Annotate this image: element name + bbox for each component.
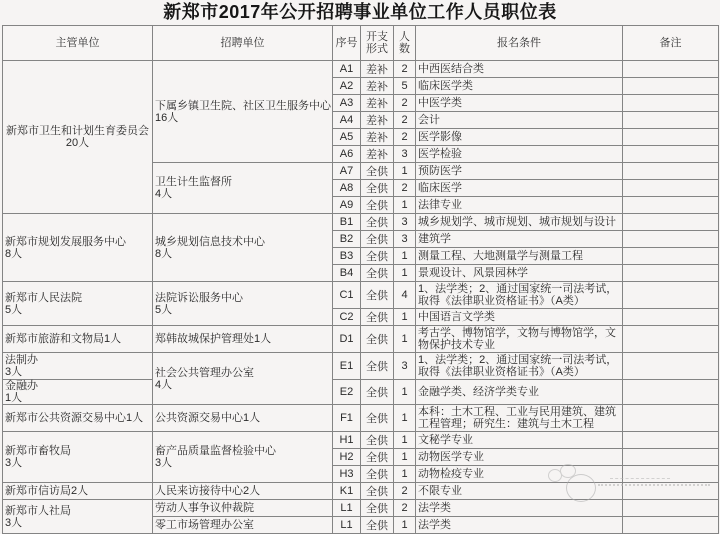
supervising-unit-cell-line: 新郑市规划发展服务中心 <box>5 235 126 248</box>
remark-cell <box>623 500 719 517</box>
supervising-unit-cell-line: 1人 <box>5 392 23 404</box>
expenditure-form-cell: 全供 <box>361 248 394 265</box>
requirement-cell: 考古学、博物馆学，文物与博物馆学，文物保护技术专业 <box>416 326 623 353</box>
remark-cell <box>623 432 719 449</box>
remark-cell <box>623 197 719 214</box>
table-row <box>3 500 719 517</box>
table-row <box>3 326 719 353</box>
requirement-cell: 临床医学 <box>416 180 623 197</box>
remark-cell <box>623 265 719 282</box>
headcount-cell: 2 <box>394 180 416 197</box>
requirement-cell: 动物医学专业 <box>416 449 623 466</box>
supervising-unit-cell <box>3 353 153 380</box>
expenditure-form-cell: 全供 <box>361 380 394 405</box>
headcount-cell: 2 <box>394 95 416 112</box>
requirement-cell: 建筑学 <box>416 231 623 248</box>
headcount-cell: 1 <box>394 405 416 432</box>
remark-cell <box>623 180 719 197</box>
headcount-cell: 1 <box>394 163 416 180</box>
expenditure-form-cell: 全供 <box>361 449 394 466</box>
requirement-cell: 医学检验 <box>416 146 623 163</box>
expenditure-form-cell: 全供 <box>361 163 394 180</box>
remark-cell <box>623 214 719 231</box>
serial-number-cell: H2 <box>333 449 361 466</box>
headcount-cell: 3 <box>394 231 416 248</box>
requirement-cell: 临床医学类 <box>416 78 623 95</box>
remark-cell <box>623 146 719 163</box>
expenditure-form-cell: 全供 <box>361 500 394 517</box>
recruiting-unit-cell <box>153 282 333 326</box>
headcount-cell: 2 <box>394 112 416 129</box>
expenditure-form-cell: 全供 <box>361 517 394 534</box>
headcount-cell: 1 <box>394 517 416 534</box>
remark-cell <box>623 282 719 309</box>
expenditure-form-cell: 差补 <box>361 95 394 112</box>
serial-number-cell: H1 <box>333 432 361 449</box>
recruiting-unit-cell-line: 8人 <box>155 247 173 260</box>
table-row <box>3 214 719 231</box>
serial-number-cell: K1 <box>333 483 361 500</box>
col-remarks: 备注 <box>623 26 719 61</box>
col-headcount: 人数 <box>394 26 416 61</box>
requirement-cell: 1、法学类；2、通过国家统一司法考试，取得《法律职业资格证书》（A类） <box>416 282 623 309</box>
table-row <box>3 282 719 309</box>
headcount-cell: 3 <box>394 353 416 380</box>
serial-number-cell: D1 <box>333 326 361 353</box>
expenditure-form-cell: 全供 <box>361 180 394 197</box>
expenditure-form-cell: 全供 <box>361 405 394 432</box>
supervising-unit-cell-line: 新郑市卫生和计划生育委员会 <box>6 125 149 137</box>
supervising-unit-cell-line: 新郑市信访局2人 <box>5 485 89 497</box>
recruiting-unit-cell-line: 16人 <box>155 111 179 124</box>
serial-number-cell: A8 <box>333 180 361 197</box>
supervising-unit-cell <box>3 214 153 282</box>
remark-cell <box>623 95 719 112</box>
recruiting-unit-cell <box>153 517 333 534</box>
recruiting-unit-cell <box>153 500 333 517</box>
requirement-cell: 预防医学 <box>416 163 623 180</box>
headcount-cell: 2 <box>394 129 416 146</box>
supervising-unit-cell-line: 新郑市畜牧局 <box>5 445 71 457</box>
recruiting-unit-cell-line: 5人 <box>155 303 173 316</box>
recruiting-unit-cell-line: 郑韩故城保护管理处1人 <box>155 333 272 345</box>
supervising-unit-cell-line: 新郑市人民法院 <box>5 291 82 304</box>
recruiting-unit-cell-line: 法院诉讼服务中心 <box>155 291 243 304</box>
requirement-cell: 法律专业 <box>416 197 623 214</box>
requirement-cell: 会计 <box>416 112 623 129</box>
headcount-cell: 4 <box>394 282 416 309</box>
remark-cell <box>623 517 719 534</box>
remark-cell <box>623 231 719 248</box>
headcount-cell: 5 <box>394 78 416 95</box>
recruiting-unit-cell-line: 3人 <box>155 457 173 469</box>
serial-number-cell: B4 <box>333 265 361 282</box>
headcount-cell: 1 <box>394 197 416 214</box>
remark-cell <box>623 483 719 500</box>
recruiting-unit-cell-line: 城乡规划信息技术中心 <box>155 235 265 248</box>
headcount-cell: 3 <box>394 214 416 231</box>
serial-number-cell: L1 <box>333 500 361 517</box>
requirement-cell: 本科：土木工程、工业与民用建筑、建筑工程管理；研究生：建筑与土木工程 <box>416 405 623 432</box>
supervising-unit-cell-line: 3人 <box>5 457 23 469</box>
requirement-cell: 医学影像 <box>416 129 623 146</box>
requirement-cell: 景观设计、风景园林学 <box>416 265 623 282</box>
table-row <box>3 380 719 405</box>
col-requirements: 报名条件 <box>416 26 623 61</box>
expenditure-form-cell: 全供 <box>361 197 394 214</box>
headcount-cell: 2 <box>394 61 416 78</box>
headcount-cell: 1 <box>394 248 416 265</box>
recruiting-unit-cell-line: 公共资源交易中心1人 <box>155 412 261 424</box>
col-expenditure-form: 开支形式 <box>361 26 394 61</box>
requirement-cell: 城乡规划学、城市规划、城市规划与设计 <box>416 214 623 231</box>
remark-cell <box>623 129 719 146</box>
serial-number-cell: B1 <box>333 214 361 231</box>
requirement-cell: 中国语言文学类 <box>416 309 623 326</box>
recruiting-unit-cell <box>153 353 333 405</box>
requirement-cell: 金融学类、经济学类专业 <box>416 380 623 405</box>
recruiting-unit-cell <box>153 61 333 163</box>
table-row <box>3 353 719 380</box>
table-row <box>3 61 719 78</box>
serial-number-cell: A2 <box>333 78 361 95</box>
serial-number-cell: A7 <box>333 163 361 180</box>
remark-cell <box>623 61 719 78</box>
supervising-unit-cell <box>3 483 153 500</box>
expenditure-form-cell: 差补 <box>361 112 394 129</box>
supervising-unit-cell <box>3 380 153 405</box>
requirement-cell: 中西医结合类 <box>416 61 623 78</box>
remark-cell <box>623 112 719 129</box>
expenditure-form-cell: 全供 <box>361 214 394 231</box>
table-row <box>3 405 719 432</box>
recruiting-unit-cell <box>153 405 333 432</box>
serial-number-cell: B2 <box>333 231 361 248</box>
remark-cell <box>623 380 719 405</box>
supervising-unit-cell-line: 新郑市人社局 <box>5 504 71 517</box>
remark-cell <box>623 309 719 326</box>
position-table <box>2 25 719 534</box>
serial-number-cell: A5 <box>333 129 361 146</box>
table-row <box>3 483 719 500</box>
serial-number-cell: L1 <box>333 517 361 534</box>
serial-number-cell: C2 <box>333 309 361 326</box>
col-serial-number: 序号 <box>333 26 361 61</box>
requirement-cell: 中医学类 <box>416 95 623 112</box>
recruiting-unit-cell <box>153 163 333 214</box>
serial-number-cell: C1 <box>333 282 361 309</box>
serial-number-cell: B3 <box>333 248 361 265</box>
supervising-unit-cell-line: 3人 <box>5 516 23 529</box>
recruiting-unit-cell-line: 零工市场管理办公室 <box>155 519 254 531</box>
remark-cell <box>623 326 719 353</box>
expenditure-form-cell: 全供 <box>361 353 394 380</box>
col-supervising-unit: 主管单位 <box>3 26 153 61</box>
supervising-unit-cell-line: 3人 <box>5 366 23 378</box>
position-table-body <box>3 61 719 534</box>
col-recruiting-unit: 招聘单位 <box>153 26 333 61</box>
headcount-cell: 2 <box>394 500 416 517</box>
recruiting-unit-cell-line: 人民来访接待中心2人 <box>155 485 261 497</box>
expenditure-form-cell: 全供 <box>361 231 394 248</box>
expenditure-form-cell: 差补 <box>361 129 394 146</box>
expenditure-form-cell: 全供 <box>361 309 394 326</box>
requirement-cell: 法学类 <box>416 517 623 534</box>
recruiting-unit-cell-line: 4人 <box>155 378 173 391</box>
requirement-cell: 测量工程、大地测量学与测量工程 <box>416 248 623 265</box>
supervising-unit-cell-line: 法制办 <box>5 354 38 366</box>
serial-number-cell: A6 <box>333 146 361 163</box>
page-title: 新郑市2017年公开招聘事业单位工作人员职位表 <box>163 2 557 22</box>
serial-number-cell: E2 <box>333 380 361 405</box>
serial-number-cell: F1 <box>333 405 361 432</box>
remark-cell <box>623 78 719 95</box>
expenditure-form-cell: 全供 <box>361 265 394 282</box>
serial-number-cell: E1 <box>333 353 361 380</box>
serial-number-cell: H3 <box>333 466 361 483</box>
headcount-cell: 1 <box>394 265 416 282</box>
recruiting-unit-cell-line: 4人 <box>155 188 173 200</box>
expenditure-form-cell: 全供 <box>361 483 394 500</box>
headcount-cell: 2 <box>394 483 416 500</box>
supervising-unit-cell <box>3 61 153 214</box>
remark-cell <box>623 405 719 432</box>
headcount-cell: 1 <box>394 432 416 449</box>
supervising-unit-cell-line: 20人 <box>65 137 90 149</box>
expenditure-form-cell: 全供 <box>361 282 394 309</box>
supervising-unit-cell <box>3 432 153 483</box>
headcount-cell: 1 <box>394 380 416 405</box>
expenditure-form-cell: 全供 <box>361 326 394 353</box>
recruiting-unit-cell-line: 下属乡镇卫生院、社区卫生服务中心 <box>155 99 331 112</box>
remark-cell <box>623 163 719 180</box>
expenditure-form-cell: 差补 <box>361 78 394 95</box>
supervising-unit-cell <box>3 282 153 326</box>
requirement-cell: 不限专业 <box>416 483 623 500</box>
headcount-cell: 3 <box>394 146 416 163</box>
recruiting-unit-cell <box>153 326 333 353</box>
headcount-cell: 1 <box>394 309 416 326</box>
recruiting-unit-cell-line: 社会公共管理办公室 <box>155 366 254 379</box>
expenditure-form-cell: 差补 <box>361 146 394 163</box>
expenditure-form-cell: 全供 <box>361 432 394 449</box>
supervising-unit-cell-line: 8人 <box>5 247 23 260</box>
recruiting-unit-cell <box>153 483 333 500</box>
recruiting-unit-cell <box>153 432 333 483</box>
supervising-unit-cell <box>3 326 153 353</box>
table-row <box>3 432 719 449</box>
serial-number-cell: A4 <box>333 112 361 129</box>
header-row <box>3 26 719 61</box>
headcount-cell: 1 <box>394 466 416 483</box>
requirement-cell: 1、法学类；2、通过国家统一司法考试，取得《法律职业资格证书》（A类） <box>416 353 623 380</box>
supervising-unit-cell-line: 5人 <box>5 303 23 316</box>
expenditure-form-cell: 全供 <box>361 466 394 483</box>
remark-cell <box>623 449 719 466</box>
requirement-cell: 动物检疫专业 <box>416 466 623 483</box>
serial-number-cell: A1 <box>333 61 361 78</box>
supervising-unit-cell-line: 新郑市旅游和文物局1人 <box>5 333 122 345</box>
recruiting-unit-cell-line: 劳动人事争议仲裁院 <box>155 502 254 514</box>
supervising-unit-cell-line: 金融办 <box>5 380 38 392</box>
remark-cell <box>623 353 719 380</box>
headcount-cell: 1 <box>394 449 416 466</box>
remark-cell <box>623 248 719 265</box>
serial-number-cell: A9 <box>333 197 361 214</box>
supervising-unit-cell <box>3 500 153 534</box>
requirement-cell: 文秘学专业 <box>416 432 623 449</box>
expenditure-form-cell: 差补 <box>361 61 394 78</box>
recruiting-unit-cell <box>153 214 333 282</box>
recruiting-unit-cell-line: 畜产品质量监督检验中心 <box>155 445 276 457</box>
requirement-cell: 法学类 <box>416 500 623 517</box>
recruiting-unit-cell-line: 卫生计生监督所 <box>155 176 232 188</box>
headcount-cell: 1 <box>394 326 416 353</box>
supervising-unit-cell <box>3 405 153 432</box>
serial-number-cell: A3 <box>333 95 361 112</box>
supervising-unit-cell-line: 新郑市公共资源交易中心1人 <box>5 412 144 424</box>
remark-cell <box>623 466 719 483</box>
